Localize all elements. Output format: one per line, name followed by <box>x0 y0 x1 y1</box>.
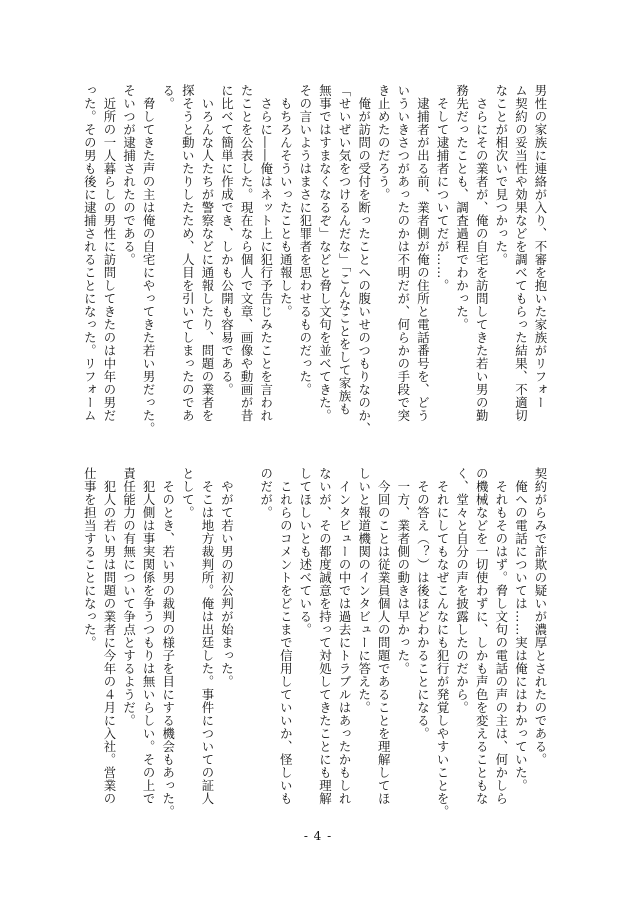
text-line: 俺への電話については……実は俺にはわかっていた。 <box>513 467 529 792</box>
text-line: 務先だったことも、調査過程でわかった。 <box>454 84 470 331</box>
text-line: に比べて簡単に作成でき、しかも公開も容易である。 <box>219 84 235 396</box>
text-line: しいと報道機関のインタビューに答えた。 <box>356 467 372 714</box>
text-line: その答え（？）は後ほどわかることになる。 <box>415 467 431 740</box>
text-line: の機械などを一切使わずに、しかも声色を変えることもな <box>474 467 490 805</box>
text-line: そして逮捕者についてだが……。 <box>435 84 451 292</box>
text-line: のだが。 <box>258 467 274 519</box>
text-line: 無事ではすまなくなるぞ」などと脅し文句を並べてきた。 <box>317 84 333 422</box>
text-line: それにしてもなぜこんなにも犯行が発覚しやすいことを。 <box>435 467 451 818</box>
text-line: ム契約の妥当性や効果などを調べてもらった結果、不適切 <box>513 84 529 422</box>
text-line: 男性の家族に連絡が入り、不審を抱いた家族がリフォー <box>533 84 548 409</box>
upper-text-block <box>80 84 550 435</box>
text-line: き止めたのだろう。 <box>376 84 392 201</box>
text-line: そこは地方裁判所。俺は出廷した。事件についての証人 <box>199 467 215 805</box>
text-line: 探そうと動いたりしたため、人目を引いてしまったのであ <box>180 84 196 422</box>
text-line: 犯人側は事実関係を争うつもりは無いらしい。その上で <box>141 467 157 805</box>
text-line: として。 <box>180 467 196 519</box>
text-line: る。 <box>160 84 176 110</box>
text-line: 責任能力の有無について争点とするようだ。 <box>121 467 137 727</box>
text-line: 脅してきた声の主は俺の自宅にやってきた若い男だった。 <box>141 84 157 435</box>
text-line: く、堂々と自分の声を披露したのだから。 <box>454 467 470 714</box>
text-line: もちろんそういったことも通報した。 <box>278 84 294 318</box>
text-line: さらに――俺はネット上に犯行予告じみたことを言われ <box>258 84 274 422</box>
text-line: してほしいとも述べている。 <box>297 467 313 636</box>
page-number: - 4 - <box>303 829 333 843</box>
text-line: 今回のことは従業員個人の問題であることを理解してほ <box>376 467 392 805</box>
text-line: ないが、その都度誠意を持って対処してきたことにも理解 <box>317 467 333 805</box>
text-line: さらにその業者が、俺の自宅を訪問してきた若い男の勤 <box>474 84 490 422</box>
text-line: 一方、業者側の動きは早かった。 <box>395 467 411 675</box>
text-line: 「せいぜい気をつけるんだな」「こんなことをして家族も <box>337 84 353 416</box>
text-line: 逮捕者が出る前、業者側が俺の住所と電話番号を、どう <box>415 84 431 422</box>
text-line: たことを公表した。現在なら個人で文章、画像や動画が昔 <box>239 84 255 422</box>
text-line: そいつが逮捕されたのである。 <box>121 84 137 266</box>
text-line: 仕事を担当することになった。 <box>82 467 98 649</box>
text-line: それもそのはず。脅し文句の電話の声の主は、何かしら <box>493 467 509 805</box>
lower-text-block <box>80 467 550 818</box>
text-line: 犯人の若い男は問題の業者に今年の４月に入社。営業の <box>101 467 117 805</box>
text-line: 近所の一人暮らしの男性に訪問してきたのは中年の男だ <box>101 84 117 422</box>
text-line: いろんな人たちが警察などに通報したり、問題の業者を <box>199 84 215 422</box>
text-line: 俺が訪問の受付を断ったことへの腹いせのつもりなのか、 <box>356 84 372 435</box>
text-line: 契約がらみで詐欺の疑いが濃厚とされたのである。 <box>533 467 548 766</box>
text-line: インタビューの中では過去にトラブルはあったかもしれ <box>337 467 353 805</box>
text-line: いういきさつがあったのかは不明だが、何らかの手段で突 <box>395 84 411 422</box>
text-line: なことが相次いで見つかった。 <box>493 84 509 266</box>
text-line: そのとき、若い男の裁判の様子を目にする機会もあった。 <box>160 467 176 818</box>
text-line: これらのコメントをどこまで信用していいか、怪しいも <box>278 467 294 805</box>
text-line: やがて若い男の初公判が始まった。 <box>219 467 235 688</box>
text-line: った。その男も後に逮捕されることになった。リフォーム <box>82 84 98 422</box>
text-line: その言いようはまさに犯罪者を思わせるものだった。 <box>297 84 313 396</box>
